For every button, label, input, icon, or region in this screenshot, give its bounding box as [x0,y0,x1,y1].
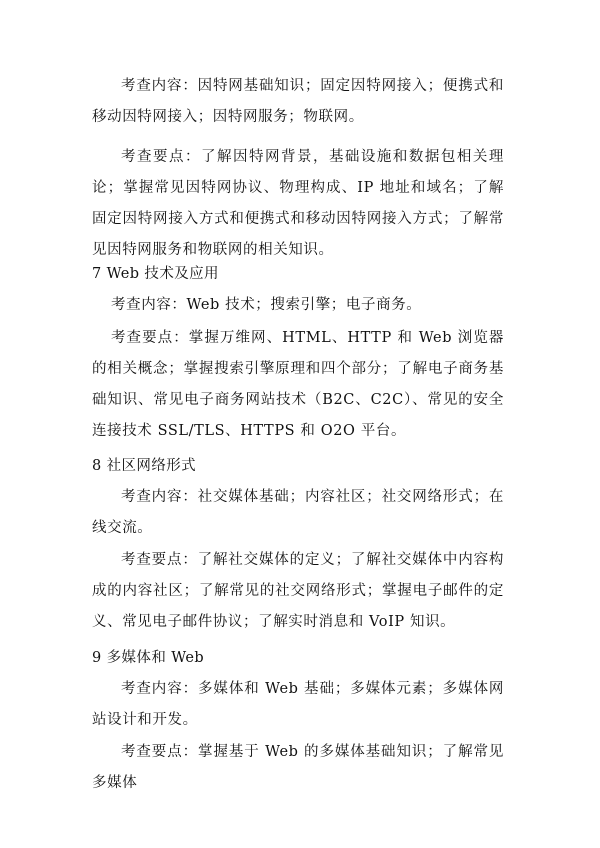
section-6-points: 考查要点：了解因特网背景，基础设施和数据包相关理论；掌握常见因特网协议、物理构成、IP 地址和域名；了解固定因特网接入方式和便携式和移动因特网接入方式；了解常见因特网服务和物联网的相关知识。 [92,149,504,258]
section-9-content: 考查内容：多媒体和 Web 基础；多媒体元素；多媒体网站设计和开发。 [92,681,504,728]
section-8-title: 8 社区网络形式 [92,458,197,474]
section-8-points: 考查要点：了解社交媒体的定义；了解社交媒体中内容构成的内容社区；了解常见的社交网络形式；掌握电子邮件的定义、常见电子邮件协议；了解实时消息和 VoIP 知识。 [92,552,504,630]
section-9-points: 考查要点：掌握基于 Web 的多媒体基础知识；了解常见多媒体 [92,744,504,791]
section-7-points: 考查要点：掌握万维网、HTML、HTTP 和 Web 浏览器的相关概念；掌握搜索引擎原理和四个部分；了解电子商务基础知识、常见电子商务网站技术（B2C、C2C）、常见的安全连接技术 SSL/TLS、HTTPS 和 O2O 平台。 [92,330,504,439]
section-7-title: 7 Web 技术及应用 [92,266,219,282]
section-9-title: 9 多媒体和 Web [92,650,205,666]
section-6-content: 考查内容：因特网基础知识；固定因特网接入；便携式和移动因特网接入；因特网服务；物联网。 [92,78,504,125]
section-7-content: 考查内容：Web 技术；搜索引擎；电子商务。 [111,297,422,313]
section-8-content: 考查内容：社交媒体基础；内容社区；社交网络形式；在线交流。 [92,489,504,536]
